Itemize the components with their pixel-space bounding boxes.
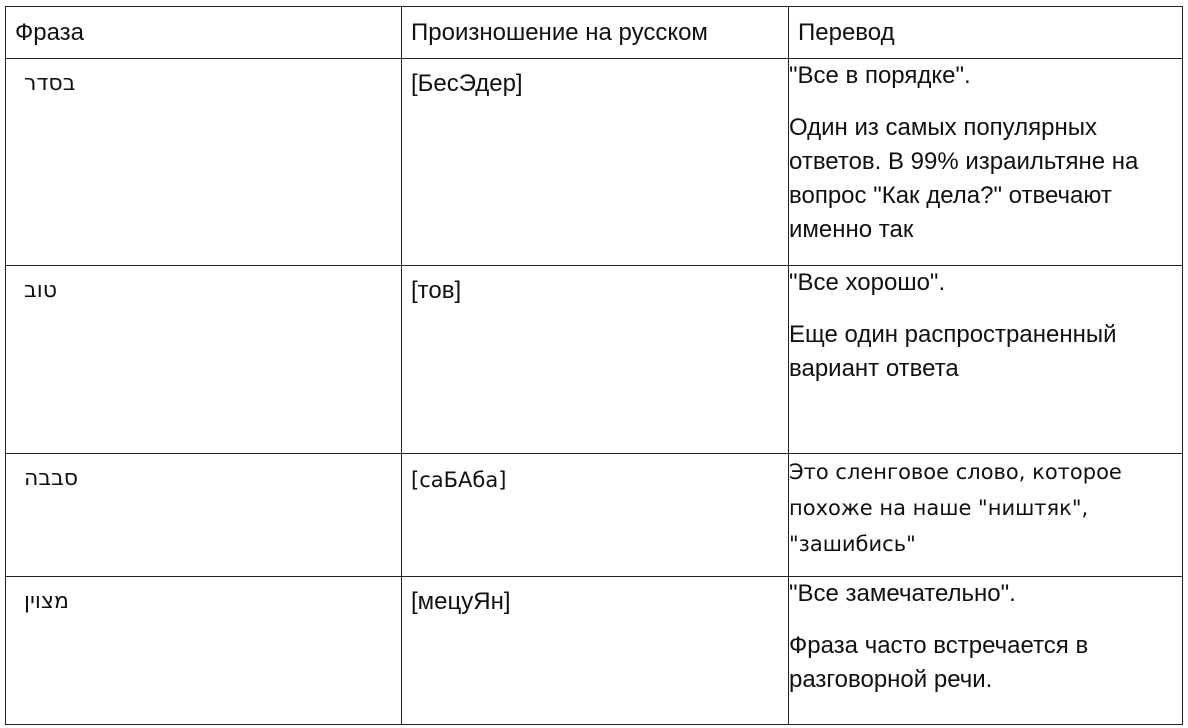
header-phrase-label: Фраза — [15, 19, 85, 46]
header-translation-label: Перевод — [798, 19, 895, 46]
translation-cell — [789, 577, 1183, 725]
translation-text: "Все замечательно". — [789, 580, 1016, 607]
table-row — [6, 59, 1183, 266]
header-cell-phrase — [6, 7, 402, 59]
translation-cell — [789, 266, 1183, 454]
pronunciation-text: [саБАба] — [411, 468, 507, 492]
pronunciation-text: [тов] — [411, 277, 462, 304]
translation-note: Фраза часто встречается в разговорной речи. — [789, 632, 1089, 693]
translation-cell — [789, 59, 1183, 266]
pronunciation-text: [БесЭдер] — [411, 70, 523, 97]
phrase-hebrew: בסדר — [24, 71, 76, 96]
pronunciation-cell — [402, 577, 789, 725]
header-pronunciation-label: Произношение на русском — [411, 19, 708, 46]
phrases-table — [5, 6, 1183, 725]
table-row — [6, 454, 1183, 577]
translation-note: Один из самых популярных ответов. В 99% израильтяне на вопрос "Как дела?" отвечают именно так — [789, 114, 1139, 243]
table-header-row — [6, 7, 1183, 59]
phrase-cell — [6, 266, 402, 454]
table-row — [6, 577, 1183, 725]
phrase-hebrew: סבבה — [24, 466, 79, 491]
phrase-hebrew: טוב — [24, 278, 57, 303]
header-cell-pronunciation — [402, 7, 789, 59]
header-cell-translation — [789, 7, 1183, 59]
phrase-cell — [6, 454, 402, 577]
phrase-cell — [6, 577, 402, 725]
translation-note: Еще один распространенный вариант ответа — [789, 321, 1117, 382]
translation-cell — [789, 454, 1183, 577]
pronunciation-cell — [402, 266, 789, 454]
table-row — [6, 266, 1183, 454]
translation-text: Это сленговое слово, которое похоже на наше "ништяк", "зашибись" — [789, 460, 1122, 556]
translation-text: "Все хорошо". — [789, 269, 946, 296]
phrase-hebrew: מצוין — [24, 589, 69, 614]
pronunciation-cell — [402, 454, 789, 577]
pronunciation-cell — [402, 59, 789, 266]
translation-text: "Все в порядке". — [789, 62, 971, 89]
pronunciation-text: [мецуЯн] — [411, 588, 511, 615]
phrase-cell — [6, 59, 402, 266]
